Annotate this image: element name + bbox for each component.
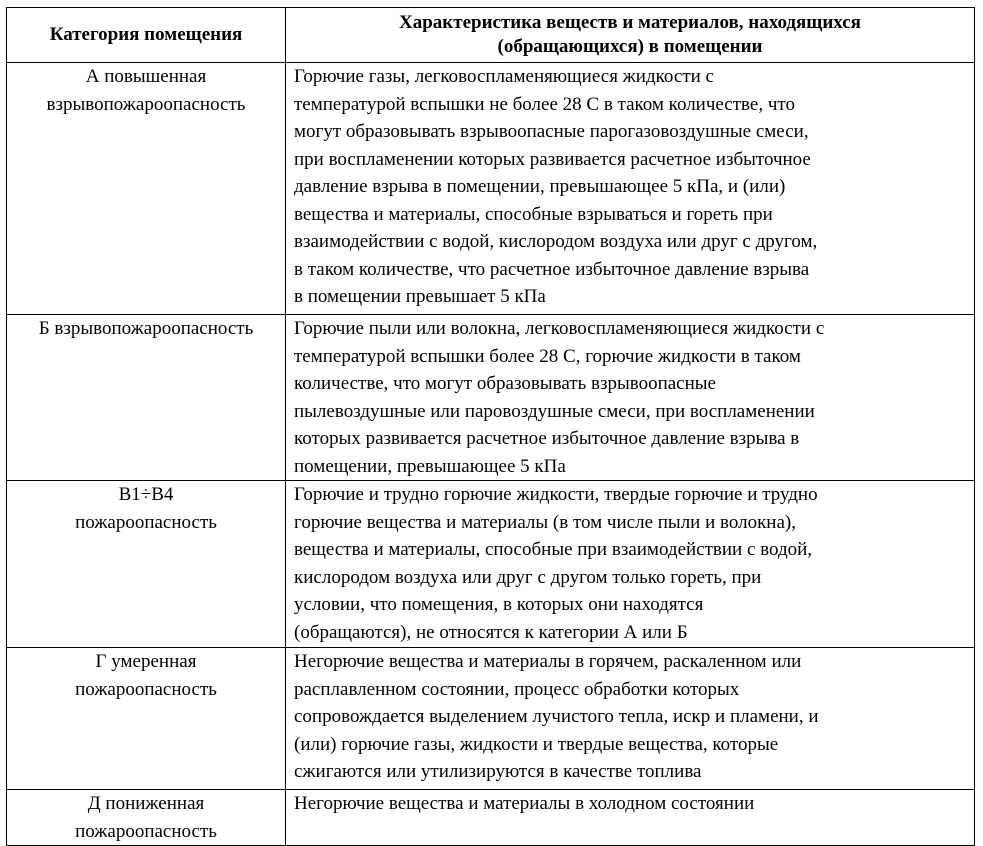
- description-cell: Горючие и трудно горючие жидкости, твердые горючие и трудно горючие вещества и материалы (в том числе пыли и волокна), вещества и материалы, способные при взаимодействии с водой, кислородом воздуха или друг с другом только гореть, при условии, что помещения, в которых они находятся (обращаются), не относятся к категории А или Б: [286, 481, 975, 648]
- category-cell: В1÷В4 пожароопасность: [7, 481, 286, 648]
- header-description: Характеристика веществ и материалов, находящихся (обращающихся) в помещении: [286, 8, 975, 63]
- category-cell: Б взрывопожароопасность: [7, 315, 286, 481]
- table-row: [7, 648, 975, 790]
- description-cell: Негорючие вещества и материалы в горячем, раскаленном или расплавленном состоянии, процесс обработки которых сопровождается выделением лучистого тепла, искр и пламени, и (или) горючие газы, жидкости и твердые вещества, которые сжигаются или утилизируются в качестве топлива: [286, 648, 975, 790]
- description-cell: Горючие пыли или волокна, легковоспламеняющиеся жидкости с температурой вспышки более 28 С, горючие жидкости в таком количестве, что могут образовывать взрывоопасные пылевоздушные или паровоздушные смеси, при воспламенении которых развивается расчетное избыточное давление взрыва в помещении, превышающее 5 кПа: [286, 315, 975, 481]
- table-row: [7, 315, 975, 481]
- description-cell: Горючие газы, легковоспламеняющиеся жидкости с температурой вспышки не более 28 С в таком количестве, что могут образовывать взрывоопасные парогазовоздушные смеси, при воспламенении которых развивается расчетное избыточное давление взрыва в помещении, превышающее 5 кПа, и (или) вещества и материалы, способные взрываться и гореть при взаимодействии с водой, кислородом воздуха или друг с другом, в таком количестве, что расчетное избыточное давление взрыва в помещении превышает 5 кПа: [286, 63, 975, 315]
- description-cell: Негорючие вещества и материалы в холодном состоянии: [286, 790, 975, 846]
- category-cell: Д пониженная пожароопасность: [7, 790, 286, 846]
- table-row: [7, 481, 975, 648]
- table-row: [7, 63, 975, 315]
- header-category: Категория помещения: [7, 8, 286, 63]
- table-header-row: [7, 8, 975, 63]
- category-cell: Г умеренная пожароопасность: [7, 648, 286, 790]
- category-cell: А повышенная взрывопожароопасность: [7, 63, 286, 315]
- room-category-table: [6, 7, 975, 846]
- table-row: [7, 790, 975, 846]
